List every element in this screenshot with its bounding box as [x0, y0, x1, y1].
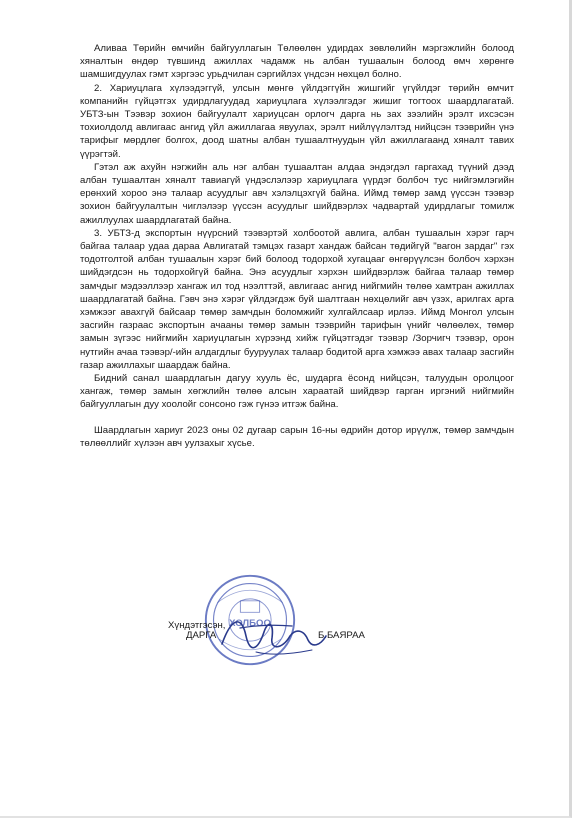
paragraph-6: Шаардлагын хариуг 2023 оны 02 дугаар сарын 16-ны өдрийн дотор ирүүлж, төмөр замчдын төлөөллийг хүлээн авч уулзахыг хүсье.: [80, 424, 514, 449]
paragraph-2: 2. Хариуцлага хүлээдэггүй, улсын мөнгө үйлдэггүйн жишгийг үгүйлдэг төрийн өмчит компанийн гүйцэтгэх удирдлагуудад хариуцлага хүлээлгэдэг жишиг тогтоох шаардлагатай. УБТЗ-ын Тээвэр зохион байгуулалт хариуцсан орлогч дарга нь зах зээлийн эрэлт ихсэсэн тохиолдолд авлигаас ангид үйл ажиллагаа явуулах, эрэлт нийлүүлэлтэд нийцсэн тээврийн үнэ тарифыг мөрдлөг болгох, доод шатны албан тушаалтнуудын үйл ажиллагаанд хяналт тавих үүрэгтэй.: [80, 82, 514, 160]
paragraph-1: Аливаа Төрийн өмчийн байгууллагын Төлөөлөн удирдах зөвлөлийн мэргэжлийн болоод хяналтын өндөр түвшинд ажиллах чадамж нь албан тушаалын болоод өмч хөрөнгө шамшигдуулах гэмт хэргээс урьдчилан сэргийлэх үндсэн нөхцөл болно.: [80, 43, 514, 81]
signer-name: Б.БАЯРАА: [318, 630, 365, 641]
seal-text: ХОЛБОО: [229, 617, 271, 629]
signer-title: ДАРГА: [186, 630, 217, 641]
closing-regards: Хүндэтгэсэн,: [168, 620, 226, 631]
paragraph-5: Бидний санал шаардлагын дагуу хууль ёс, шударга ёсонд нийцсэн, талуудын оролцоог хангаж, төмөр замын хөгжлийн төлөө алсын хараатай шийдвэр гарган иргэний нийгмийн байгууллагын дуу хоолойг сонсоно гэж гүнээ итгэж байна.: [80, 373, 514, 411]
paragraph-3: Гэтэл аж ахуйн нэгжийн аль нэг албан тушаалтан алдаа эндэгдэл гаргахад түүний дээд албан тушаалтан хяналт тавиагүй үндэслэлээр хариуцлага үүрдэг болбоч тус нийгэмлэгийн ерөнхий хороо энэ талаар асуудлыг авч хэлэлцэхгүй байна. Иймд төмөр замд үүссэн тээвэр зохион байгуулалтын чиглэлээр үүссэн асуудлыг шийдвэрлэх чадвартай удирдлагыг томилж ажиллуулах шаардлагатай байна.: [80, 161, 514, 226]
handwritten-signature-icon: [212, 606, 332, 666]
paragraph-4: 3. УБТЗ-д экспортын нүүрсний тээвэртэй холбоотой авлига, албан тушаалын хэрэг гарч байгаа талаар удаа дараа Авлигатай тэмцэх газарт хандаж байсан төдийгүй "вагон зардаг" гэх тодотголтой албан тушаалын хэрэг бий болоод тодорхой хугацааг өнгөрүүлсэн болбоч хэрхэн шийдэгдсэн нь тодорхойгүй байна. Энэ асуудлыг хэрхэн шийдвэрлэж байгаа талаар төмөр замчдыг мэдээллээр хангаж ил тод нээлттэй, авлигаас ангид нийгмийн төлөө хамтран ажиллах шаардлагатай байна. Гэвч энэ хэрэг үйлдэгдэж буй шалтгаан нөхцөлийг авч үзэх, арилгах арга хэмжээг авахгүй байсаар төмөр замчдын боломжийг хулгайлсаар ирлээ. Иймд Монгол улсын засгийн газраас экспортын ачааны төмөр замын тээврийн тарифын үнийг чөлөөлөх, төмөр замын зүгээс нийгмийн хариуцлагын хүрээнд хийж гүйцэтгэдэг тээвэр /Зорчигч тээвэр, орон нутгийн ачаа тээвэр/-ийн алдагдлыг бууруулах талаар бодитой арга хэмжээ авах талаар засгийн газар ажиллахыг шаардаж байна.: [80, 227, 514, 371]
